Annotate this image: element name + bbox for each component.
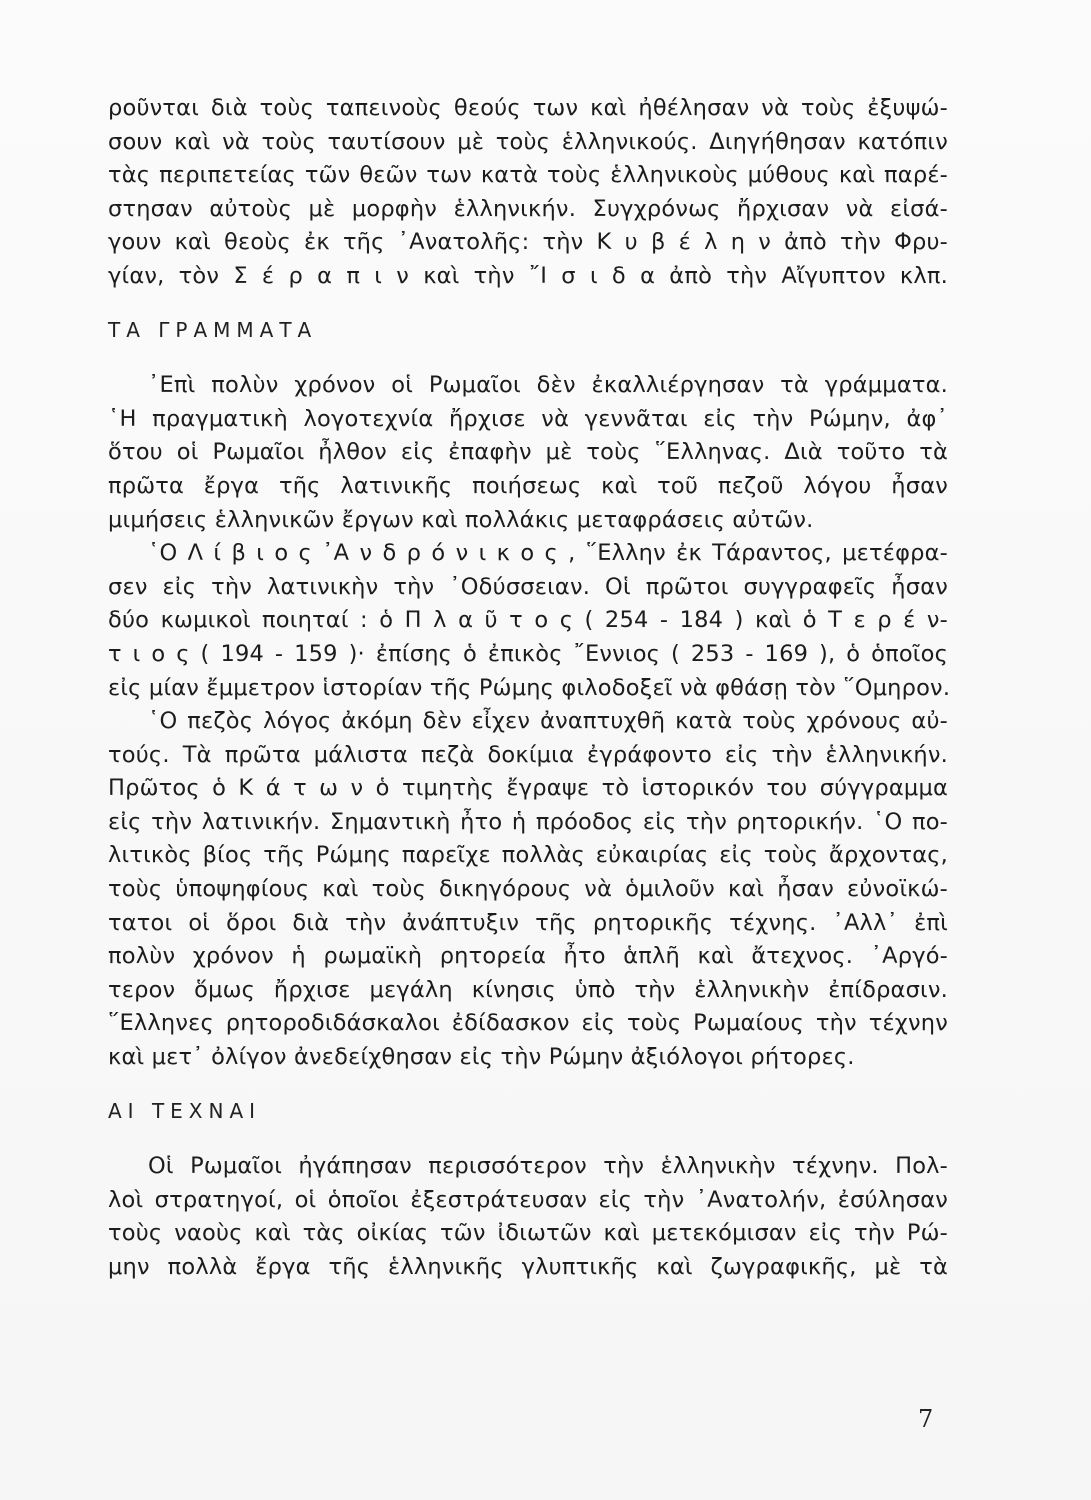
body-line: Οἱ Ρωμαῖοι ἠγάπησαν περισσότερον τὴν ἑλληνικὴν τέχνην. Πολ- [148,1153,948,1180]
body-line: γίαν, τὸν Σ έ ρ α π ι ν καὶ τὴν ῎Ι σ ι δ α ἀπὸ τὴν Αἴγυπτον κλπ. [108,262,948,289]
text-column [108,92,951,1285]
body-line: τοὺς ὑποψηφίους καὶ τοὺς δικηγόρους νὰ ὁμιλοῦν καὶ ἦσαν εὐνοϊκώ- [108,876,948,903]
body-line: τερον ὅμως ἤρχισε μεγάλη κίνησις ὑπὸ τὴν ἑλληνικὴν ἐπίδρασιν. [108,976,948,1003]
body-line: πρῶτα ἔργα τῆς λατινικῆς ποιήσεως καὶ τοῦ πεζοῦ λόγου ἦσαν [108,472,948,499]
section-heading-technai: ΑΙ ΤΕΧΝΑΙ [108,1098,262,1123]
section-heading-grammata: ΤΑ ΓΡΑΜΜΑΤΑ [108,317,318,342]
body-line: ῞Ελληνες ρητοροδιδάσκαλοι ἐδίδασκον εἰς τοὺς Ρωμαίους τὴν τέχνην [108,1010,948,1037]
body-line: τ ι ο ς ( 194 - 159 )· ἐπίσης ὁ ἐπικὸς ῎Εννιος ( 253 - 169 ), ὁ ὁποῖος [108,640,948,667]
body-line: σουν καὶ νὰ τοὺς ταυτίσουν μὲ τοὺς ἑλληνικούς. Διηγήθησαν κατόπιν [108,128,948,155]
body-line: δύο κωμικοὶ ποιηταί : ὁ Π λ α ῦ τ ο ς ( 254 - 184 ) καὶ ὁ Τ ε ρ έ ν- [108,607,948,634]
spacer [108,1128,948,1150]
body-line: ῾Η πραγματικὴ λογοτεχνία ἤρχισε νὰ γεννᾶται εἰς τὴν Ρώμην, ἀφ᾽ [108,405,948,432]
body-line: Πρῶτος ὁ Κ ά τ ω ν ὁ τιμητὴς ἔγραψε τὸ ἱστορικόν του σύγγραμμα [108,775,948,802]
body-line: ῾Ο πεζὸς λόγος ἀκόμη δὲν εἶχεν ἀναπτυχθῆ κατὰ τοὺς χρόνους αὐ- [148,708,948,735]
body-line: καὶ μετ᾽ ὀλίγον ἀνεδείχθησαν εἰς τὴν Ρώμην ἀξιόλογοι ρήτορες. [108,1044,855,1071]
body-line: μιμήσεις ἑλληνικῶν ἔργων καὶ πολλάκις μεταφράσεις αὐτῶν. [108,506,814,533]
body-line: στησαν αὐτοὺς μὲ μορφὴν ἑλληνικήν. Συγχρόνως ἤρχισαν νὰ εἰσά- [108,195,948,222]
body-line: πολὺν χρόνον ἡ ρωμαϊκὴ ρητορεία ἦτο ἁπλῆ καὶ ἄτεχνος. ᾽Αργό- [108,943,948,970]
spacer [108,1075,948,1095]
body-line: λοὶ στρατηγοί, οἱ ὁποῖοι ἐξεστράτευσαν εἰς τὴν ᾽Ανατολήν, ἐσύλησαν [108,1186,948,1213]
body-line: λιτικὸς βίος τῆς Ρώμης παρεῖχε πολλὰς εὐκαιρίας εἰς τοὺς ἄρχοντας, [108,842,948,869]
body-line: εἰς μίαν ἔμμετρον ἱστορίαν τῆς Ρώμης φιλοδοξεῖ νὰ φθάσῃ τὸν ῞Ομηρον. [108,674,951,701]
body-line: τούς. Τὰ πρῶτα μάλιστα πεζὰ δοκίμια ἐγράφοντο εἰς τὴν ἑλληνικήν. [108,741,948,768]
body-line: εἰς τὴν λατινικήν. Σημαντικὴ ἦτο ἡ πρόοδος εἰς τὴν ρητορικήν. ῾Ο πο- [108,808,948,835]
body-line: ᾽Επὶ πολὺν χρόνον οἱ Ρωμαῖοι δὲν ἐκαλλιέργησαν τὰ γράμματα. [148,372,948,399]
spacer [108,347,948,369]
body-line: τοὺς ναοὺς καὶ τὰς οἰκίας τῶν ἰδιωτῶν καὶ μετεκόμισαν εἰς τὴν Ρώ- [108,1220,948,1247]
body-line: τὰς περιπετείας τῶν θεῶν των κατὰ τοὺς ἑλληνικοὺς μύθους καὶ παρέ- [108,162,948,189]
body-line: ὅτου οἱ Ρωμαῖοι ἦλθον εἰς ἐπαφὴν μὲ τοὺς ῞Ελληνας. Διὰ τοῦτο τὰ [108,439,948,466]
body-line: σεν εἰς τὴν λατινικὴν τὴν ᾽Οδύσσειαν. Οἱ πρῶτοι συγγραφεῖς ἦσαν [108,573,948,600]
body-line: τατοι οἱ ὅροι διὰ τὴν ἀνάπτυξιν τῆς ρητορικῆς τέχνης. ᾽Αλλ᾽ ἐπὶ [108,909,948,936]
body-line: μην πολλὰ ἔργα τῆς ἑλληνικῆς γλυπτικῆς καὶ ζωγραφικῆς, μὲ τὰ [108,1254,948,1280]
body-line: ῾Ο Λ ί β ι ο ς ᾽Α ν δ ρ ό ν ι κ ο ς , ῞Ελλην ἐκ Τάραντος, μετέφρα- [148,540,948,567]
body-line: γουν καὶ θεοὺς ἐκ τῆς ᾽Ανατολῆς: τὴν Κ υ β έ λ η ν ἀπὸ τὴν Φρυ- [108,229,948,256]
body-line: ροῦνται διὰ τοὺς ταπεινοὺς θεούς των καὶ ἠθέλησαν νὰ τοὺς ἐξυψώ- [108,95,948,121]
page-number: 7 [918,1405,934,1433]
spacer [108,294,948,314]
